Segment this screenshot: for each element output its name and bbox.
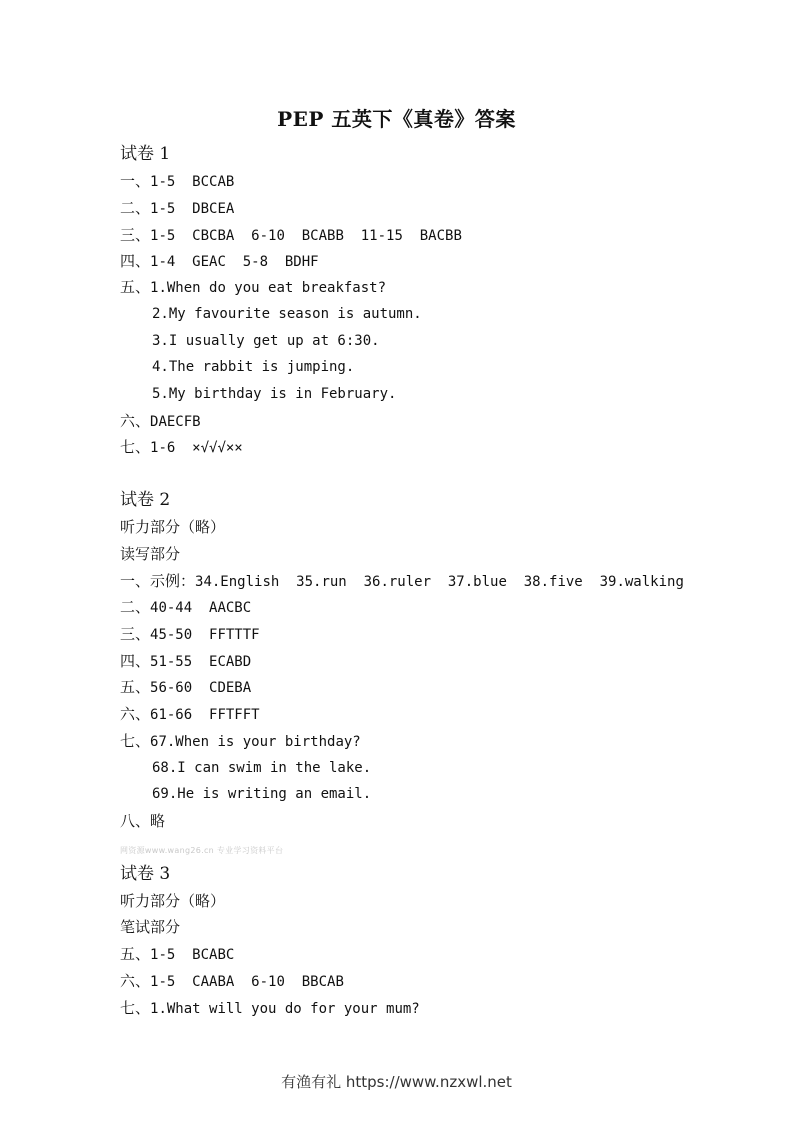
listening-section-label: 听力部分（略）: [120, 518, 226, 536]
answer-line: 五、56-60 CDEBA: [120, 678, 252, 696]
listening-section-label: 听力部分（略）: [120, 892, 226, 910]
footer-site-link[interactable]: 有渔有礼 https://www.nzxwl.net: [281, 1073, 512, 1091]
answer-line: 二、40-44 AACBC: [120, 598, 252, 616]
answer-line: 五、1.When do you eat breakfast?: [120, 278, 387, 296]
answer-line: 七、1-6 ×√√√××: [120, 438, 243, 456]
answer-line-indented: 69.He is writing an email.: [152, 786, 372, 802]
answer-line-indented: 5.My birthday is in February.: [152, 386, 397, 402]
answer-line: 二、1-5 DBCEA: [120, 199, 235, 217]
answer-line: 四、1-4 GEAC 5-8 BDHF: [120, 252, 319, 270]
answer-line: 一、示例：34.English 35.run 36.ruler 37.blue 38.five 39.walking: [120, 572, 684, 590]
answer-line: 五、1-5 BCABC: [120, 945, 235, 963]
answer-line-indented: 4.The rabbit is jumping.: [152, 359, 355, 375]
written-section-label: 笔试部分: [120, 918, 181, 936]
answer-line: 六、61-66 FFTFFT: [120, 705, 260, 723]
answer-line: 三、45-50 FFTTTF: [120, 625, 260, 643]
answer-line: 三、1-5 CBCBA 6-10 BCABB 11-15 BACBB: [120, 226, 462, 244]
answer-line: 六、DAECFB: [120, 412, 201, 430]
answer-line: 七、1.What will you do for your mum?: [120, 999, 420, 1017]
answer-line: 一、1-5 BCCAB: [120, 172, 235, 190]
answer-line-indented: 68.I can swim in the lake.: [152, 760, 372, 776]
answer-line-indented: 2.My favourite season is autumn.: [152, 306, 422, 322]
answer-line: 六、1-5 CAABA 6-10 BBCAB: [120, 972, 344, 990]
answer-line-indented: 3.I usually get up at 6:30.: [152, 333, 380, 349]
answer-line: 四、51-55 ECABD: [120, 652, 252, 670]
answer-line: 八、略: [120, 812, 166, 830]
paper-2-heading: 试卷 2: [120, 490, 171, 510]
reading-writing-section-label: 读写部分: [120, 545, 181, 563]
paper-1-heading: 试卷 1: [120, 144, 171, 164]
paper-3-heading: 试卷 3: [120, 864, 171, 884]
answer-line: 七、67.When is your birthday?: [120, 732, 361, 750]
watermark: 网资源www.wang26.cn 专业学习资料平台: [120, 846, 284, 855]
page-title: PEP 五英下《真卷》答案: [277, 107, 516, 131]
